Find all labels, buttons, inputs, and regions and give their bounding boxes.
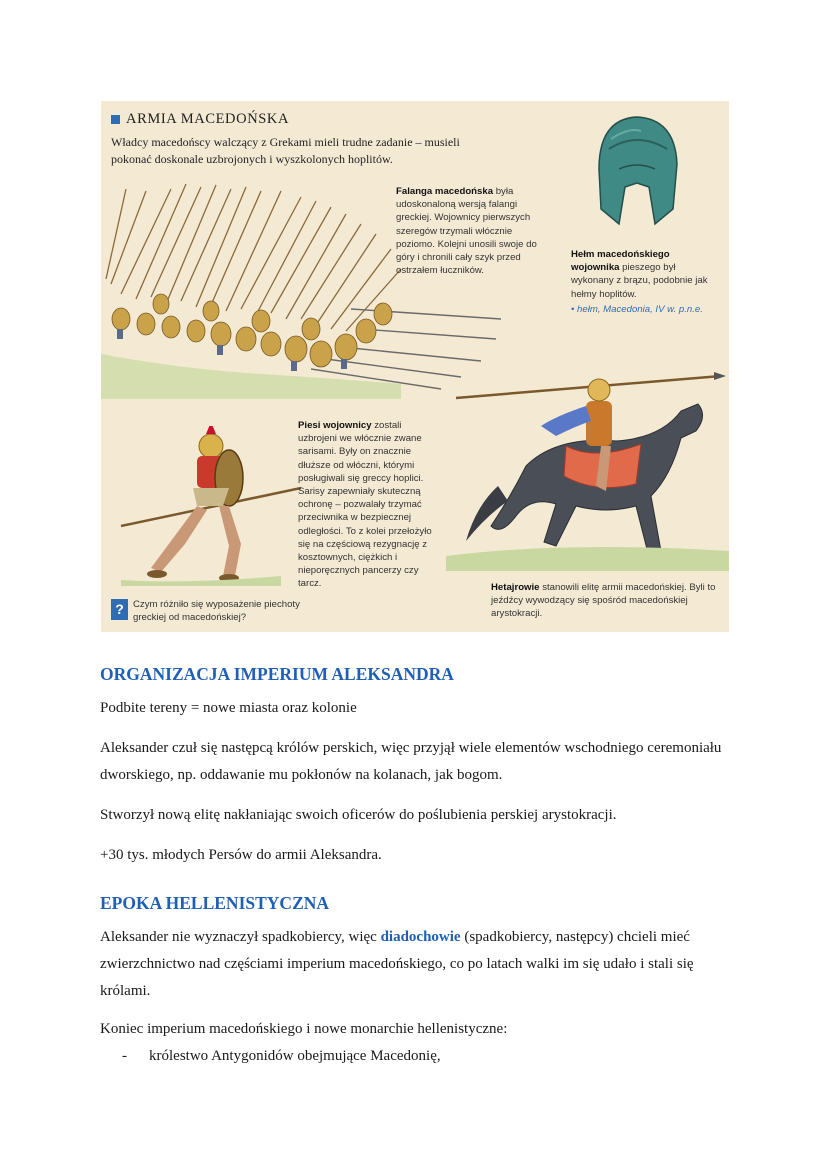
paragraph-3: Stworzył nową elitę nakłaniając swoich oficerów do poślubienia perskiej arystokracji.	[100, 807, 617, 823]
question-icon: ?	[111, 599, 128, 620]
helmet-caption	[571, 248, 716, 316]
figure-header	[111, 111, 289, 128]
list-dash: -	[122, 1048, 127, 1064]
hetairoi-caption-title: Hetajrowie	[491, 582, 540, 593]
paragraph-diadochowie	[100, 924, 740, 1005]
bronze-helmet-illustration	[579, 109, 689, 229]
helmet-caption-text: pieszego był wykonany z brązu, podobnie jak hełmy hoplitów.	[571, 262, 708, 300]
phalanx-caption-text: była udoskonaloną wersją falangi greckiej. Wojownicy pierwszych szeregów trzymali włócznie poziomo. Kolejni unosili swoje do góry i chronili cały szyk przed ostrzałem łuczników.	[396, 186, 537, 277]
figure-title: ARMIA MACEDOŃSKA	[126, 111, 290, 127]
hetairoi-caption	[491, 581, 716, 621]
infantry-caption-title: Piesi wojownicy	[298, 420, 372, 431]
phalanx-caption-title: Falanga macedońska	[396, 186, 494, 197]
textbook-figure	[101, 101, 729, 632]
paragraph-2: Aleksander czuł się następcą królów perskich, więc przyjął wiele elementów wschodniego ceremoniału dworskiego, np. oddawanie mu pokłonów na kolanach, jak bogom.	[100, 740, 722, 783]
cavalryman-illustration	[446, 346, 729, 571]
paragraph-diadochowie-start: Aleksander nie wyznaczył spadkobiercy, więc	[100, 929, 381, 945]
heading-epoka-hellenistyczna: EPOKA HELLENISTYCZNA	[100, 893, 330, 913]
figure-question: Czym różniło się wyposażenie piechoty greckiej od macedońskiej?	[133, 599, 300, 623]
foot-soldier-illustration	[111, 426, 311, 586]
term-diadochowie: diadochowie	[380, 929, 461, 945]
paragraph-monarchie: Koniec imperium macedońskiego i nowe monarchie hellenistyczne:	[100, 1021, 508, 1037]
phalanx-caption	[396, 185, 546, 277]
list-item	[122, 1043, 441, 1070]
blue-square-icon	[111, 115, 120, 124]
infantry-caption	[298, 419, 443, 591]
heading-organizacja: ORGANIZACJA IMPERIUM ALEKSANDRA	[100, 664, 454, 684]
infantry-caption-text: zostali uzbrojeni we włócznie zwane sarisami. Były on znacznie dłuższe od włóczni, którymi posługiwali się greccy hoplici. Sarisy zapewniały skuteczną ochronę – pozwalały trzymać przeciwnika w bezpiecznej odległości. To z kolei przełożyło się na częściową rezygnację z kosztownych, ciężkich i nieporęcznych pancerzy czy tarcz.	[298, 420, 432, 590]
helmet-caption-title: Hełm macedońskiego wojownika	[571, 249, 670, 274]
paragraph-4: +30 tys. młodych Persów do armii Aleksandra.	[100, 847, 382, 863]
paragraph-diadochowie-end: (spadkobiercy, następcy) chcieli mieć zwierzchnictwo nad częściami imperium macedońskiego, co po latach walki im się udało i stali się królami.	[100, 929, 694, 999]
helmet-caption-source: • hełm, Macedonia, IV w. p.n.e.	[571, 303, 703, 315]
paragraph-1: Podbite tereny = nowe miasta oraz kolonie	[100, 700, 357, 716]
list-item-text: królestwo Antygonidów obejmujące Macedonię,	[149, 1048, 441, 1064]
hetairoi-caption-text: stanowili elitę armii macedońskiej. Byli to jeźdźcy wywodzący się spośród macedońskiej arystokracji.	[491, 582, 716, 620]
figure-intro: Władcy macedońscy walczący z Grekami mieli trudne zadanie – musieli pokonać doskonale uzbrojonych i wyszkolonych hoplitów.	[111, 135, 460, 166]
